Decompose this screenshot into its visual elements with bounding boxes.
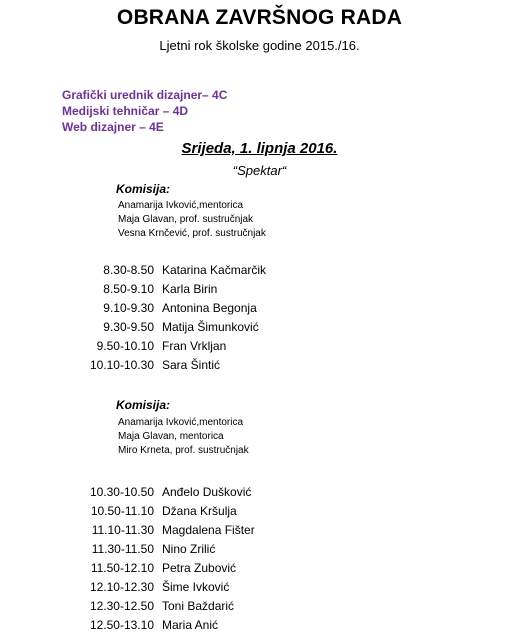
- student-name: Katarina Kačmarčik: [162, 263, 267, 277]
- time-slot: 11.10-11.30: [91, 523, 154, 537]
- schedule-row: [0, 358, 519, 377]
- schedule-row: [0, 339, 519, 358]
- time-slot: 12.50-13.10: [89, 618, 154, 632]
- student-name: Karla Birin: [162, 282, 218, 296]
- time-slot: 9.50-10.10: [96, 339, 154, 353]
- student-name: Džana Kršulja: [162, 504, 237, 518]
- time-slot: 8.50-9.10: [103, 282, 154, 296]
- schedule-row: [0, 282, 519, 301]
- program-item: Medijski tehničar – 4D: [62, 104, 189, 118]
- venue: “Spektar“: [232, 163, 287, 178]
- schedule-row: [0, 301, 519, 320]
- student-name: Petra Zubović: [162, 561, 237, 575]
- time-slot: 11.50-12.10: [90, 561, 154, 575]
- time-slot: 11.30-11.50: [91, 542, 154, 556]
- student-name: Anđelo Dušković: [162, 485, 252, 499]
- schedule-row: [0, 542, 519, 561]
- schedule-row: [0, 580, 519, 599]
- time-slot: 12.10-12.30: [89, 580, 154, 594]
- program-item: Grafički urednik dizajner– 4C: [62, 88, 228, 102]
- student-name: Šime Ivković: [162, 580, 230, 594]
- commission-member: Vesna Krnčević, prof. sustručnjak: [118, 228, 266, 239]
- commission-member: Maja Glavan, mentorica: [118, 431, 224, 442]
- commission-label: Komisija:: [116, 182, 171, 196]
- commission-label: Komisija:: [116, 398, 171, 412]
- commission-member: Miro Krneta, prof. sustručnjak: [118, 445, 249, 456]
- schedule-row: [0, 523, 519, 542]
- student-name: Nino Zrilić: [162, 542, 216, 556]
- time-slot: 10.30-10.50: [89, 485, 154, 499]
- student-name: Maria Anić: [162, 618, 219, 632]
- student-name: Antonina Begonja: [162, 301, 257, 315]
- commission-members: [118, 416, 249, 458]
- program-item: Web dizajner – 4E: [62, 120, 164, 134]
- time-slot: 9.30-9.50: [103, 320, 154, 334]
- time-slot: 10.10-10.30: [89, 358, 154, 372]
- student-name: Fran Vrkljan: [162, 339, 227, 353]
- schedule-row: [0, 263, 519, 282]
- student-name: Magdalena Fišter: [162, 523, 255, 537]
- page-title: OBRANA ZAVRŠNOG RADA: [116, 6, 403, 29]
- defense-date: Srijeda, 1. lipnja 2016.: [181, 140, 338, 157]
- time-slot: 10.50-11.10: [90, 504, 154, 518]
- programs-list: [62, 87, 227, 135]
- time-slot: 8.30-8.50: [103, 263, 154, 277]
- commission-member: Anamarija Ivković,mentorica: [118, 200, 244, 211]
- student-name: Matija Šimunković: [162, 320, 259, 334]
- schedule-row: [0, 320, 519, 339]
- schedule-row: [0, 561, 519, 580]
- schedule-row: [0, 599, 519, 618]
- student-name: Sara Šintić: [162, 358, 221, 372]
- schedule-row: [0, 485, 519, 504]
- schedule-row: [0, 618, 519, 637]
- time-slot: 12.30-12.50: [89, 599, 154, 613]
- commission-member: Anamarija Ivković,mentorica: [118, 417, 244, 428]
- student-name: Toni Baždarić: [162, 599, 235, 613]
- schedule-row: [0, 504, 519, 523]
- commission-members: [118, 199, 266, 241]
- commission-member: Maja Glavan, prof. sustručnjak: [118, 214, 254, 225]
- time-slot: 9.10-9.30: [103, 301, 154, 315]
- page-subtitle: Ljetni rok školske godine 2015./16.: [159, 38, 360, 53]
